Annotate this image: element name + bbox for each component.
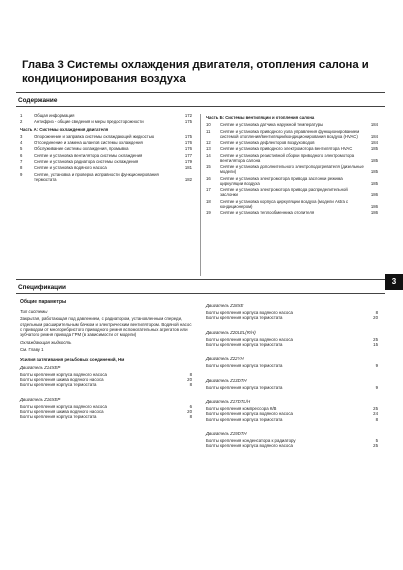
toc-entry-title: Антифриз - общие сведения и меры предосторожности bbox=[34, 119, 144, 125]
toc-entry-page: 175 bbox=[184, 119, 192, 125]
toc-entry-page: 175 bbox=[184, 133, 192, 139]
group-spacer bbox=[20, 388, 192, 394]
engine-label: Двигатель Z13DTH bbox=[206, 377, 247, 383]
toc-entry-title: Снятие и установка теплообменника отопителя bbox=[220, 210, 315, 216]
toc-entry bbox=[206, 164, 378, 174]
toc-entry bbox=[206, 210, 378, 215]
torque-item: Болты крепления корпуса термостата bbox=[20, 382, 97, 388]
specs-heading: Спецификации bbox=[18, 284, 66, 291]
torque-row bbox=[206, 315, 378, 320]
engine-label: Двигатель Z18XE bbox=[206, 303, 244, 308]
toc-entry-number: 4 bbox=[20, 140, 23, 145]
torque-value: 9 bbox=[375, 384, 378, 390]
toc-entry-page: 176 bbox=[184, 140, 192, 145]
chapter-title: Глава 3 Системы охлаждения двигателя, отопления салона и кондиционирования воздуха bbox=[22, 59, 369, 85]
group-spacer bbox=[206, 390, 378, 396]
torque-row bbox=[206, 443, 378, 448]
group-spacer bbox=[206, 369, 378, 375]
toc-entry-page: 184 bbox=[370, 140, 378, 145]
coolant-label: Охлаждающая жидкость bbox=[20, 340, 72, 346]
toc-entry-number: 8 bbox=[20, 165, 23, 171]
toc-entry-page: 186 bbox=[370, 210, 378, 216]
toc-right-column bbox=[206, 113, 378, 217]
torque-item: Болты крепления корпуса водяного насоса bbox=[206, 310, 293, 316]
toc-entry-number: 9 bbox=[20, 171, 23, 177]
torque-value: 25 bbox=[373, 336, 378, 342]
toc-entry-number: 1 bbox=[20, 113, 23, 118]
torque-value: 6 bbox=[189, 403, 192, 409]
toc-entry-number: 17 bbox=[206, 187, 211, 193]
specs-top-divider bbox=[16, 279, 385, 280]
toc-entry-number: 7 bbox=[20, 159, 23, 165]
toc-entry bbox=[206, 153, 378, 163]
torque-value: 8 bbox=[189, 382, 192, 388]
coolant-ref: См. Главу 1 bbox=[20, 347, 44, 353]
toc-entry-title: Снятие, установка и проверка исправности функционирования термостата bbox=[34, 171, 159, 182]
torque-row bbox=[206, 363, 378, 368]
toc-entry-page: 184 bbox=[370, 122, 378, 128]
engine-label: Двигатель Z22YH bbox=[206, 356, 244, 362]
torque-value: 5 bbox=[375, 438, 378, 444]
torque-item: Болты крепления корпуса водяного насоса bbox=[206, 336, 293, 342]
toc-entry-title: Снятие и установка корпуса циркуляции воздуха (модели Astra с кондиционером) bbox=[220, 198, 349, 209]
torque-row bbox=[20, 414, 192, 419]
torque-value: 20 bbox=[373, 315, 378, 321]
toc-entry-number: 18 bbox=[206, 198, 211, 204]
torque-value: 24 bbox=[373, 411, 378, 417]
toc-entry-page: 185 bbox=[370, 157, 378, 163]
engine-label: Двигатель Z17DTL/H bbox=[206, 399, 251, 405]
torque-value: 8 bbox=[189, 372, 192, 378]
system-type-label: Тип системы bbox=[20, 309, 48, 315]
toc-entry-number: 15 bbox=[206, 164, 211, 170]
toc-entry-page: 186 bbox=[370, 203, 378, 209]
engine-label: Двигатель Z20LEL(R/H) bbox=[206, 329, 256, 335]
torque-item: Болты крепления корпуса термостата bbox=[206, 384, 283, 390]
toc-entry-number: 14 bbox=[206, 152, 211, 158]
toc-entry-page: 185 bbox=[370, 180, 378, 186]
torque-item: Болты крепления корпуса термостата bbox=[206, 342, 283, 348]
toc-entry-page: 185 bbox=[370, 146, 378, 152]
torque-row bbox=[206, 342, 378, 347]
torque-item: Болты крепления конденсатора к радиатору bbox=[206, 438, 296, 444]
torque-value: 8 bbox=[375, 416, 378, 422]
toc-entry-title: Обслуживание системы охлаждения, промывка bbox=[34, 146, 129, 152]
toc-entry bbox=[20, 159, 192, 164]
toc-entry-page: 172 bbox=[184, 113, 192, 118]
toc-entry bbox=[20, 172, 192, 182]
toc-entry-number: 12 bbox=[206, 140, 211, 145]
contents-divider bbox=[16, 106, 385, 107]
engine-label: Двигатель Z19DTH bbox=[206, 430, 247, 436]
spec-right-column bbox=[206, 300, 378, 448]
engine-label: Двигатель Z16XEP bbox=[20, 396, 61, 402]
toc-entry-number: 16 bbox=[206, 175, 211, 181]
toc-entry bbox=[206, 129, 378, 139]
toc-entry-title: Опорожнение и заправка системы охлаждающей жидкостью bbox=[34, 133, 155, 139]
torque-item: Болты крепления корпуса водяного насоса bbox=[20, 403, 107, 409]
toc-entry-number: 5 bbox=[20, 146, 23, 152]
toc-entry-number: 10 bbox=[206, 122, 211, 128]
toc-entry bbox=[20, 165, 192, 170]
chapter-tab: 3 bbox=[385, 274, 403, 290]
torque-value: 15 bbox=[373, 342, 378, 348]
toc-entry-title: Снятие и установка дополнительного электроподогревателя (дизельные модели) bbox=[220, 164, 364, 175]
torque-item: Болты крепления шкива водяного насоса bbox=[20, 377, 104, 383]
toc-entry-title: Снятие и установка датчика наружной температуры bbox=[220, 122, 324, 128]
torque-value: 25 bbox=[373, 406, 378, 412]
torque-value: 8 bbox=[375, 310, 378, 316]
torque-value: 9 bbox=[375, 363, 378, 369]
torque-row bbox=[20, 382, 192, 387]
torque-item: Болты крепления корпуса термостата bbox=[20, 414, 97, 420]
toc-entry-title: Снятие и установка электромотора привода распределительной заслонки bbox=[220, 187, 348, 198]
toc-entry-title: Снятие и установка электромотора привода заслонки режима циркуляции воздуха bbox=[220, 175, 343, 186]
toc-entry bbox=[20, 153, 192, 158]
torque-item: Болты крепления корпуса термостата bbox=[206, 363, 283, 369]
system-type-text: Закрытая, работающая под давлением, с радиатором, установленным спереди, отдельным расширительным бачком и электрическим вентилятором. Водяной насос с приводом от многоребристого приводного ремня вспомогательных агрегатов или зубчатого ремня привода ГРМ (в зависимости от модели) bbox=[20, 316, 192, 338]
group-spacer bbox=[206, 321, 378, 327]
toc-entry-title: Снятие и установка приводного узла управления функционированием системой отопления/вентиляции/кондиционирования воздуха (HVAC) bbox=[220, 128, 360, 139]
toc-entry-title: Снятие и установка резистивной сборки приводного электромотора вентилятора салона bbox=[220, 152, 355, 163]
toc-entry-page: 177 bbox=[184, 152, 192, 158]
toc-entry bbox=[20, 140, 192, 145]
torque-heading: Усилия затягивания резьбовых соединений, Нм bbox=[20, 356, 125, 362]
title-divider bbox=[16, 92, 385, 93]
toc-entry-title: Отсоединение и замена шлангов системы охлаждения bbox=[34, 140, 143, 145]
toc-entry-title: Снятие и установка вентилятора системы охлаждения bbox=[34, 152, 143, 158]
spec-left-groups bbox=[20, 365, 192, 420]
toc-entry-number: 3 bbox=[20, 133, 23, 139]
toc-entry bbox=[206, 146, 378, 151]
toc-part-heading: Часть Б: Системы вентиляции и отопления салона bbox=[206, 115, 315, 120]
torque-value: 20 bbox=[187, 377, 192, 383]
column-divider bbox=[200, 114, 201, 276]
torque-row bbox=[206, 417, 378, 422]
toc-entry-page: 185 bbox=[370, 169, 378, 175]
toc-entry bbox=[20, 134, 192, 139]
toc-entry-number: 11 bbox=[206, 128, 211, 134]
toc-entry bbox=[206, 199, 378, 209]
toc-entry bbox=[206, 122, 378, 127]
toc-entry bbox=[206, 187, 378, 197]
group-spacer bbox=[206, 347, 378, 353]
torque-value: 8 bbox=[189, 414, 192, 420]
toc-entry-title: Снятие и установка приводного электромотора вентилятора HVAC bbox=[220, 146, 353, 152]
toc-entry-number: 2 bbox=[20, 119, 23, 125]
toc-entry-title: Снятие и установка водяного насоса bbox=[34, 165, 107, 171]
toc-entry-page: 179 bbox=[184, 159, 192, 165]
torque-row bbox=[206, 385, 378, 390]
torque-item: Болты крепления шкива водяного насоса bbox=[20, 409, 104, 415]
toc-entry-title: Снятие и установка радиатора системы охлаждения bbox=[34, 159, 139, 165]
torque-item: Болты крепления корпуса термостата bbox=[206, 416, 283, 422]
engine-label: Двигатель Z14XEP bbox=[20, 364, 61, 370]
toc-entry bbox=[206, 140, 378, 145]
toc-entry-number: 6 bbox=[20, 152, 23, 158]
toc-left-column bbox=[20, 113, 192, 183]
torque-item: Болты крепления корпуса водяного насоса bbox=[206, 411, 293, 417]
toc-entry-title: Снятие и установка дефлекторов воздуховодов bbox=[220, 140, 315, 145]
group-spacer bbox=[206, 422, 378, 428]
toc-entry-page: 184 bbox=[370, 133, 378, 139]
toc-entry-number: 13 bbox=[206, 146, 211, 152]
specs-divider bbox=[16, 293, 385, 294]
torque-item: Болты крепления корпуса водяного насоса bbox=[206, 443, 293, 449]
toc-entry-title: Общая информация bbox=[34, 113, 75, 118]
general-heading: Общие параметры bbox=[20, 299, 67, 305]
torque-value: 20 bbox=[187, 409, 192, 415]
toc-entry bbox=[20, 113, 192, 118]
torque-item: Болты крепления компрессора К/В bbox=[206, 406, 277, 412]
torque-item: Болты крепления корпуса термостата bbox=[206, 315, 283, 321]
toc-part-heading: Часть А: Системы охлаждения двигателя bbox=[20, 126, 109, 132]
torque-item: Болты крепления корпуса водяного насоса bbox=[20, 372, 107, 378]
toc-entry-page: 182 bbox=[184, 176, 192, 182]
toc-entry-page: 186 bbox=[370, 192, 378, 198]
toc-entry bbox=[20, 146, 192, 151]
toc-entry-page: 181 bbox=[184, 165, 192, 171]
toc-entry-page: 176 bbox=[184, 146, 192, 152]
spec-left-column bbox=[20, 300, 192, 419]
torque-value: 25 bbox=[373, 443, 378, 449]
toc-entry-number: 19 bbox=[206, 210, 211, 216]
toc-entry bbox=[206, 176, 378, 186]
contents-heading: Содержание bbox=[18, 97, 58, 104]
toc-entry bbox=[20, 119, 192, 124]
